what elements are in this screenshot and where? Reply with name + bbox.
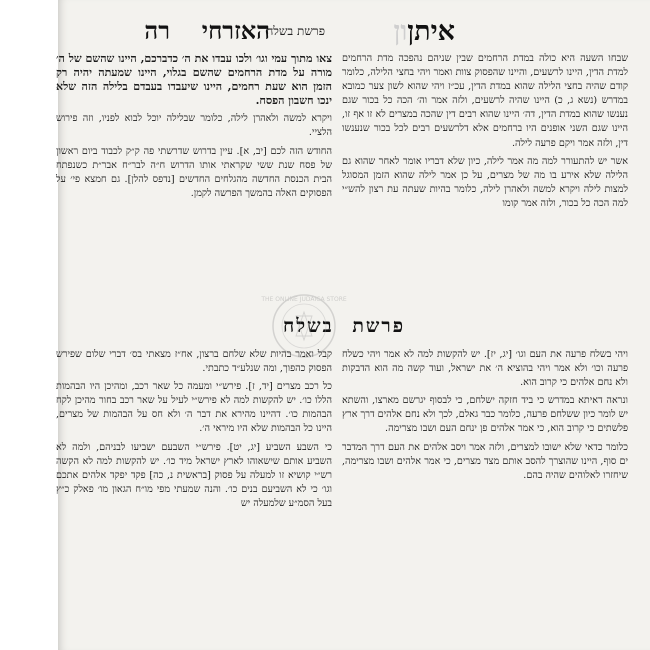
paragraph: כל רכב מצרים [יד, ז]. פירש״י ומעמה כל שאר רכב, ומהיכן היו הבהמות הללו כו׳. יש להקשות למה לא פירש״י לעיל על שאר רכב בחור מהיכן לקח הבהמות כו׳. דהיינו מהירא את דבר ה׳ ולא חס על הבהמות של מצרים, היינו כל הבהמות שלא היו מיראי ה׳.: [56, 381, 332, 435]
paragraph: החודש הזה לכם [יב, א]. עיין בדרוש שדרשתי פה ק״ק לכבוד ביום ראשון של פסח שנת ששי שקראתי אותו הדרוש ח״ה לבר״ח אבר״ת כשנפתח הבית הכנסת החדשה מהגלחים החדשים [נדפס להלן]. גם חמצא פי׳ על הפסוקים האלה בהמשך הפרשה לקמן.: [56, 145, 332, 199]
header-parsha: פרשת בשלח: [266, 24, 325, 38]
header-book-name-ghost: ון: [393, 16, 408, 47]
paragraph: ונראה דאיתא במדרש כי ביד חזקה ישלחם, כי לבסוף יגרשם מארצו, והשתא יש לומר כיון ששלחם פרעה, כלומר כבר גאלם, לכך ולא נחם אלהים דרך ארץ פלשתים כי קרוב הוא, כי אמר אלהים פן ינחם העם ושבו מצרימה.: [342, 395, 628, 435]
section-divider: [60, 310, 628, 346]
page-number: רה: [144, 16, 170, 45]
text-column-right-bottom: [342, 348, 628, 648]
paragraph: שבחו השעה היא כולה במדת הרחמים שבין שניהם נהפכה מדת הרחמים למדת הדין, היינו לרשעים, והיינו שהפסוק צוות ואמר ויהי בחצי הלילה, כלומר קודם שהיה בחצי הלילה שהוא במדת הדין, עכ״ז ויהי שהוא לשון צער כמובא במדרש (נשא ג, כ) היינו שהיה לרשעים, ולזה אמר וה׳ הכה כל בכור שגם נענשו שהוא במדת הדין, דה׳ היינו שהוא רבים דין שהכה במצרים לא זו אף זו, היינו שגם השני אופנים היו ברחמים אלא דלרשעים רבים לכל בכור שנענשו דין, ולזה אמר ויקם פרעה לילה.: [342, 53, 628, 149]
paragraph: צאו מתוך עמי וגו׳ ולכו עבדו את ה׳ כדברכם, היינו שהשם של ה׳ מורה על מדת הרחמים שהשם בגלוי, היינו שמעתה יהיה רק הזמן הוא שעת רחמים, היינו שיעבדו בעבדם בלילה הזה שלא ינכו חשבון הפסח.: [56, 52, 332, 108]
paragraph: קבל ואמר בהיות שלא שלחם ברצון, אח״ז מצאתי בס׳ דברי שלום שפירש הפסוק כהפוך, ומה שנלע״ד כתבתי.: [56, 349, 332, 375]
paragraph: ויקרא למשה ולאהרן לילה, כלומר שבלילה יוכל לבוא לפניו, וזה פירוש הלציי.: [56, 113, 332, 139]
text-column-right-top: [342, 52, 628, 308]
paragraph: כי השבע השביע [יג, יט]. פירש״י השבעם ישביעו לבניהם, ולמה לא השביע אותם שישאוהו לארץ ישראל מיד כו׳. יש להקשות למה לא הקשה רש״י קושיא זו למעלה על פסוק [בראשית נ, כה] פקד יפקד אלהים אתכם וגו׳ כי לא השביעם בנים כו׳. והנה שמעתי מפי מו״ח הגאון מו׳ פאלק כ״ץ בעל הסמ״ע שלמעלה יש: [56, 441, 332, 509]
watermark-text: THE ONLINE JUDAICA STORE: [261, 296, 347, 303]
paragraph: כלומר כדאי שלא ישובו למצרים, ולזה אמר ויסב אלהים את העם דרך המדבר ים סוף, היינו שהוצרך להסב אותם מצד מצרים, כי אמר אלהים ושבו מצרימה, שיחזרו לאלוהים שהיה בהם.: [342, 441, 628, 481]
header-book-name: [393, 16, 455, 47]
running-header: [82, 10, 650, 46]
header-author: האזרחי: [201, 16, 270, 45]
section-title-word: בשלח: [282, 315, 334, 337]
section-title-word: פרשת: [352, 315, 406, 337]
text-column-left-bottom: [56, 348, 332, 648]
paragraph: ויהי בשלח פרעה את העם וגו׳ [יג, יז]. יש להקשות למה לא אמר ויהי כשלח פרעה וכו׳ ולא אמר ויהי בהוציא ה׳ את ישראל, ועוד קשה מה הוא הדבקות ולא נחם אלהים כי קרוב הוא.: [342, 349, 628, 389]
paragraph: אשר יש להתעורר למה מה אמר לילה, כיון שלא דבריו אומר לאחר שהוא גם הלילה שלא אירע בו מה של מצרים, על כן אמר לילה שהוא הזמן המסוגל למצות לילה ויקרא למשה ולאהרן לילה, כלומר בהיות שעתה עת רצון להש״י למה הכה כל בכור, ולזה אמר קומו: [342, 155, 628, 209]
text-column-left-top: [56, 52, 332, 308]
header-book-name-main: איתן: [407, 16, 455, 47]
